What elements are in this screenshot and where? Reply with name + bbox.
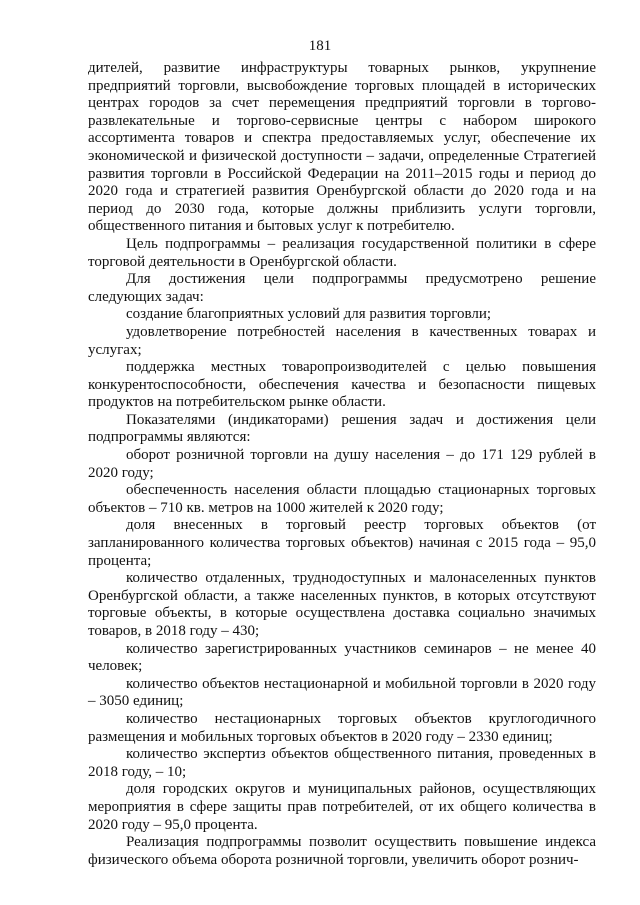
paragraph-tasks-intro: Для достижения цели подпрограммы предусмотрено решение следующих задач:: [88, 271, 596, 305]
task-item: поддержка местных товаропроизводителей с целью повышения конкурентоспособности, обеспечения качества и безопасности пищевых продуктов на потребительском рынке области.: [88, 359, 596, 411]
indicator-item: количество нестационарных торговых объектов круглогодичного размещения и мобильных торговых объектов в 2020 году – 2330 единиц;: [88, 710, 596, 745]
paragraph-goal: Цель подпрограммы – реализация государственной политики в сфере торговой деятельности в Оренбургской области.: [88, 235, 596, 270]
indicator-item: обеспеченность населения области площадью стационарных торговых объектов – 710 кв. метров на 1000 жителей к 2020 году;: [88, 482, 596, 516]
indicator-item: оборот розничной торговли на душу населения – до 171 129 рублей в 2020 году;: [88, 447, 596, 481]
indicator-item: количество объектов нестационарной и мобильной торговли в 2020 году – 3050 единиц;: [88, 675, 596, 710]
document-body: [88, 60, 596, 869]
paragraph-implementation: Реализация подпрограммы позволит осуществить повышение индекса физического объема оборота розничной торговли, увеличить оборот рознич-: [88, 834, 596, 868]
page-number: 181: [308, 38, 332, 54]
paragraph-indicators-intro: Показателями (индикаторами) решения задач и достижения цели подпрограммы являются:: [88, 411, 596, 446]
indicator-item: доля городских округов и муниципальных районов, осуществляющих мероприятия в сфере защиты прав потребителей, от их общего количества в 2020 году – 95,0 процента.: [88, 781, 596, 833]
paragraph-continuation: дителей, развитие инфраструктуры товарных рынков, укрупнение предприятий торговли, высвобождение торговых площадей в исторических центрах городов за счет перемещения предприятий торговли в торгово-развлекательные и торгово-сервисные центры с набором широкого ассортимента товаров и спектра предоставляемых услуг, обеспечение их экономической и физической доступности – задачи, определенные Стратегией развития торговли в Российской Федерации на 2011–2015 годы и период до 2020 года и стратегией развития Оренбургской области до 2020 года и на период до 2030 года, которые должны приблизить услуги торговли, общественного питания и бытовых услуг к потребителю.: [88, 60, 596, 235]
indicator-item: доля внесенных в торговый реестр торговых объектов (от запланированного количества торговых объектов) начиная с 2015 года – 95,0 процента;: [88, 517, 596, 569]
indicator-item: количество зарегистрированных участников семинаров – не менее 40 человек;: [88, 640, 596, 675]
task-item: удовлетворение потребностей населения в качественных товарах и услугах;: [88, 323, 596, 358]
indicator-item: количество отдаленных, труднодоступных и малонаселенных пунктов Оренбургской области, а также населенных пунктов, в которых отсутствуют торговые объекты, в которые осуществлена доставка социально значимых товаров, в 2018 году – 430;: [88, 570, 596, 639]
indicator-item: количество экспертиз объектов общественного питания, проведенных в 2018 году, – 10;: [88, 746, 596, 780]
task-item: создание благоприятных условий для развития торговли;: [126, 306, 492, 323]
